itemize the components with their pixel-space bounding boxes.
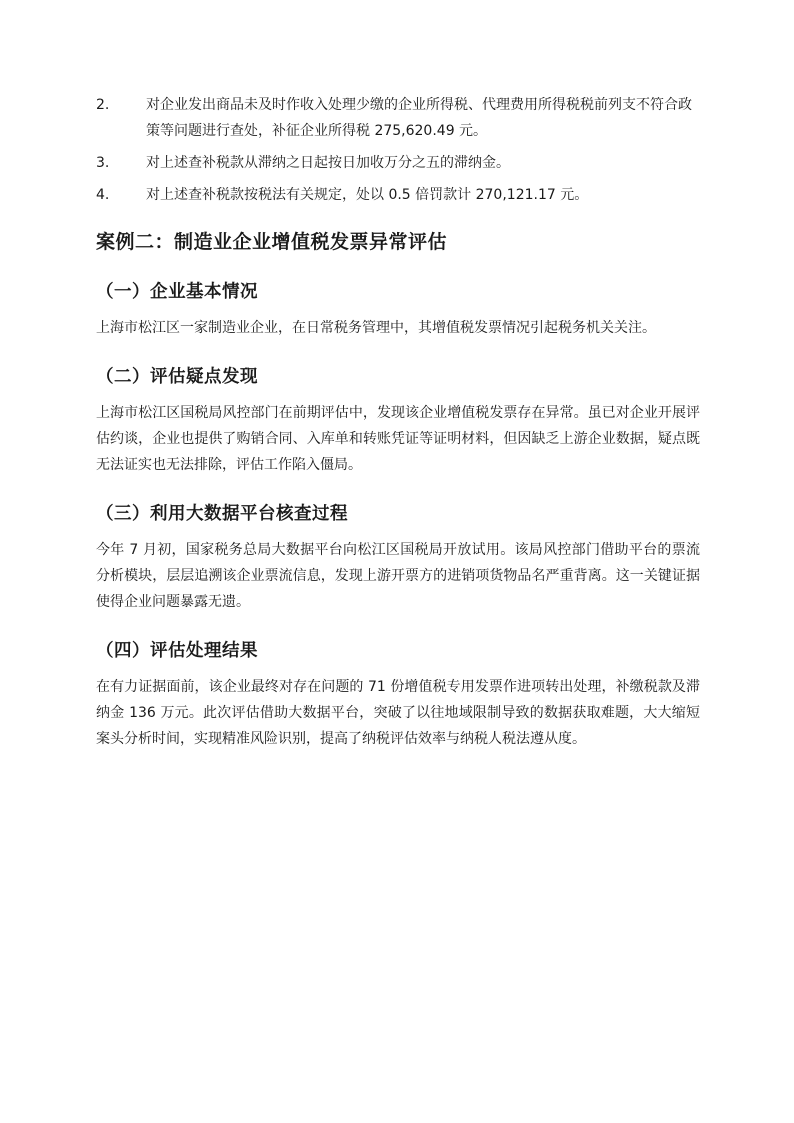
section-paragraph-doubt-discovery: 上海市松江区国税局风控部门在前期评估中，发现该企业增值税发票存在异常。虽已对企业开展评估约谈，企业也提供了购销合同、入库单和转账凭证等证明材料，但因缺乏上游企业数据，疑点既无法证实也无法排除，评估工作陷入僵局。 [96, 405, 700, 473]
section-paragraph-big-data-verification: 今年 7 月初，国家税务总局大数据平台向松江区国税局开放试用。该局风控部门借助平台的票流分析模块，层层追溯该企业票流信息，发现上游开票方的进销项货物品名严重背离。这一关键证据使得企业问题暴露无遗。 [96, 542, 700, 610]
section-heading-basic-info: （一）企业基本情况 [96, 282, 258, 302]
list-item-text: 对上述查补税款按税法有关规定，处以 0.5 倍罚款计 270,121.17 元。 [146, 187, 589, 203]
section-paragraph-result: 在有力证据面前，该企业最终对存在问题的 71 份增值税专用发票作进项转出处理，补缴税款及滞纳金 136 万元。此次评估借助大数据平台，突破了以往地域限制导致的数据获取难题，大大缩短案头分析时间，实现精准风险识别，提高了纳税评估效率与纳税人税法遵从度。 [96, 679, 700, 747]
case-title: 案例二：制造业企业增值税发票异常评估 [96, 231, 448, 253]
list-item-number: 2. [96, 97, 110, 113]
section-heading-doubt-discovery: （二）评估疑点发现 [96, 367, 258, 387]
list-item [96, 150, 700, 176]
list-item [96, 182, 700, 208]
list-item [96, 92, 700, 144]
section-heading-big-data-verification: （三）利用大数据平台核查过程 [96, 504, 348, 524]
document-content [96, 92, 700, 752]
list-item-number: 3. [96, 155, 110, 171]
list-item-number: 4. [96, 187, 110, 203]
list-item-text: 对企业发出商品未及时作收入处理少缴的企业所得税、代理费用所得税税前列支不符合政策等问题进行查处，补征企业所得税 275,620.49 元。 [146, 97, 692, 139]
section-paragraph-basic-info: 上海市松江区一家制造业企业，在日常税务管理中，其增值税发票情况引起税务机关关注。 [96, 320, 656, 336]
section-heading-result: （四）评估处理结果 [96, 641, 258, 661]
list-item-text: 对上述查补税款从滞纳之日起按日加收万分之五的滞纳金。 [146, 155, 510, 171]
